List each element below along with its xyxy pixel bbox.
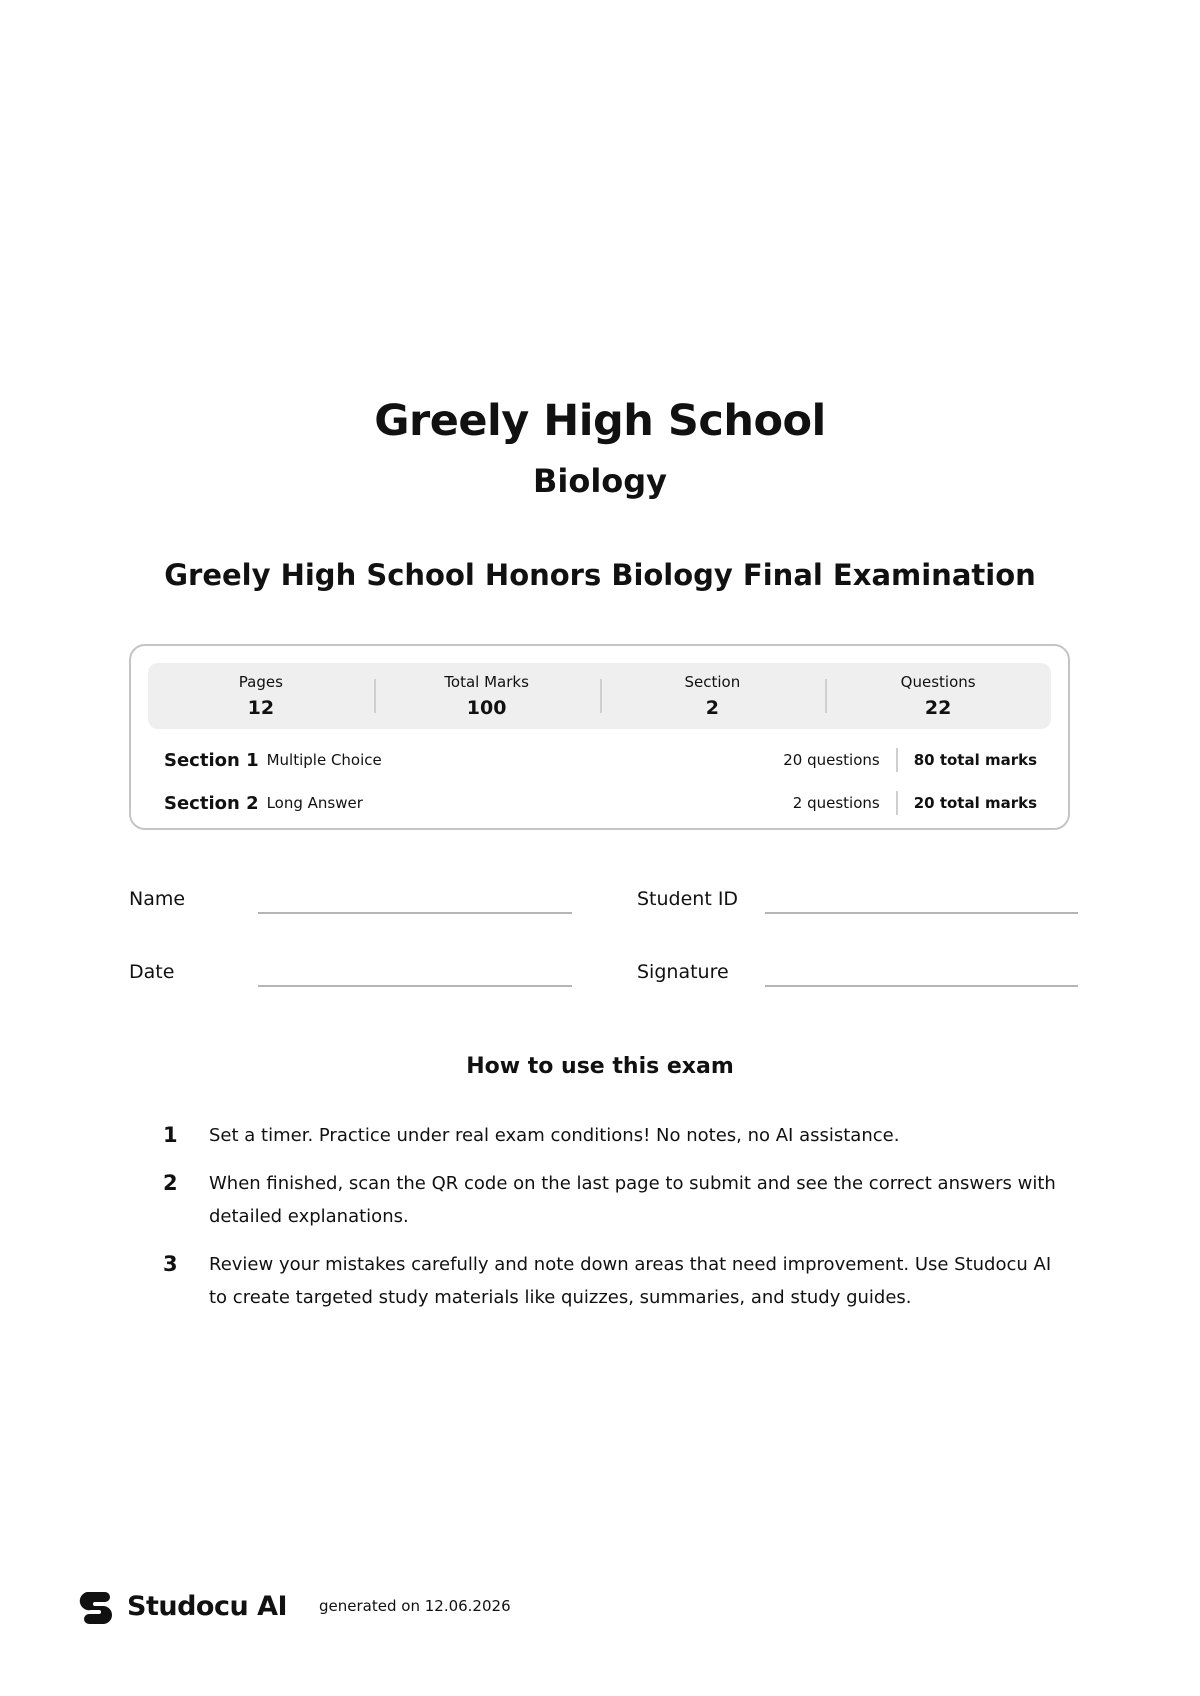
instruction-step <box>160 1123 1060 1152</box>
subject-title: Biology <box>532 462 668 500</box>
stat-value: 100 <box>466 697 507 719</box>
generated-date: generated on 12.06.2026 <box>319 1597 511 1615</box>
footer <box>79 1588 511 1624</box>
stat-pages <box>148 663 374 729</box>
stat-questions <box>825 663 1051 729</box>
date-field[interactable] <box>258 985 572 987</box>
how-to-title: How to use this exam <box>466 1054 734 1079</box>
name-label: Name <box>129 888 186 910</box>
step-number: 2 <box>163 1171 178 1195</box>
step-number: 1 <box>163 1123 178 1147</box>
studocu-logo-icon <box>79 1588 115 1624</box>
date-label: Date <box>129 961 175 983</box>
section-name: Section 1 <box>164 749 259 771</box>
stat-label: Questions <box>900 673 976 691</box>
student-id-label: Student ID <box>637 888 739 910</box>
brand-name: Studocu AI <box>127 1590 288 1622</box>
student-id-field[interactable] <box>765 912 1078 914</box>
section-type: Long Answer <box>266 794 363 812</box>
signature-field[interactable] <box>765 985 1078 987</box>
instruction-step <box>160 1171 1060 1233</box>
exam-summary-card <box>129 644 1070 830</box>
stat-label: Section <box>684 673 741 691</box>
section-question-count: 2 questions <box>793 791 898 815</box>
stat-value: 2 <box>705 697 719 719</box>
stat-section <box>600 663 826 729</box>
exam-title: Greely High School Honors Biology Final Examination <box>164 558 1036 592</box>
step-text: Review your mistakes carefully and note down areas that need improvement. Use Studocu AI to create targeted study materials like quizzes, summaries, and study guides. <box>209 1254 1052 1308</box>
name-field[interactable] <box>258 912 572 914</box>
section-question-count: 20 questions <box>783 748 897 772</box>
section-marks: 80 total marks <box>913 751 1037 769</box>
section-marks: 20 total marks <box>913 794 1037 812</box>
stat-label: Total Marks <box>444 673 529 691</box>
school-name: Greely High School <box>374 396 826 446</box>
section-name: Section 2 <box>164 792 259 814</box>
stat-label: Pages <box>238 673 283 691</box>
step-text: When finished, scan the QR code on the last page to submit and see the correct answers with detailed explanations. <box>209 1173 1056 1227</box>
stats-band <box>148 663 1051 729</box>
stat-value: 12 <box>247 697 275 719</box>
step-text: Set a timer. Practice under real exam conditions! No notes, no AI assistance. <box>209 1125 900 1146</box>
signature-label: Signature <box>637 961 729 983</box>
stat-total-marks <box>374 663 600 729</box>
step-number: 3 <box>163 1252 178 1276</box>
instruction-step <box>160 1252 1060 1314</box>
stat-value: 22 <box>924 697 952 719</box>
section-row-1 <box>164 746 1037 774</box>
section-row-2 <box>164 789 1037 817</box>
section-type: Multiple Choice <box>266 751 382 769</box>
